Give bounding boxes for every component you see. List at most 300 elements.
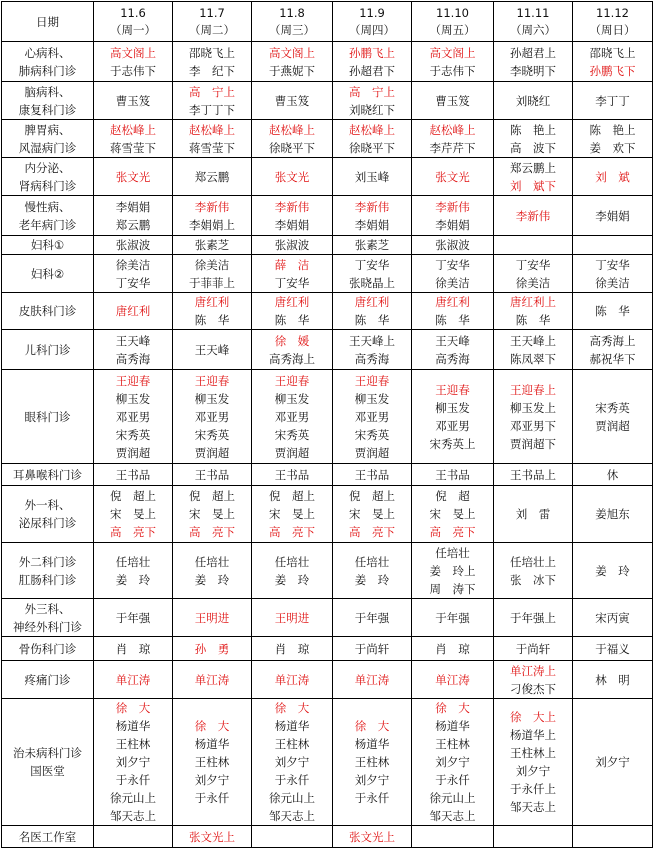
doctor-name: 王天峰上 — [349, 333, 395, 348]
doctor-cell — [412, 637, 494, 661]
doctor-name: 宋 旻上 — [429, 507, 476, 521]
doctor-cell — [173, 236, 252, 255]
doctor-cell — [333, 120, 412, 158]
doctor-cell — [173, 464, 252, 486]
doctor-name: 刘玉峰 — [354, 169, 390, 184]
doctor-cell — [94, 637, 173, 661]
doctor-cell — [173, 486, 252, 543]
doctor-name: 倪 超上 — [349, 489, 395, 503]
doctor-cell — [94, 599, 173, 637]
doctor-name: 贾润超 — [194, 445, 230, 460]
doctor-name: 倪 超上 — [269, 489, 315, 503]
department-label: 治未病科门诊 — [13, 746, 82, 760]
doctor-name-highlighted: 薛 洁 — [274, 257, 310, 272]
doctor-cell — [252, 82, 333, 120]
department-label: 脑病科、 — [24, 84, 71, 99]
doctor-name-highlighted: 单江涛 — [115, 672, 151, 687]
doctor-name: 于尚轩 — [515, 641, 551, 656]
doctor-cell — [333, 236, 412, 255]
doctor-name: 李娟娟 — [354, 217, 390, 232]
doctor-name-highlighted: 高 亮下 — [189, 525, 235, 539]
doctor-name: 陈 艳上 — [589, 122, 636, 137]
department-label: 外一科、 — [24, 498, 71, 512]
doctor-name: 倪 超上 — [110, 489, 156, 503]
department-label: 皮肤科门诊 — [18, 304, 77, 318]
doctor-name-highlighted: 王迎春 — [274, 373, 310, 388]
doctor-name: 张晓晶上 — [349, 275, 395, 290]
doctor-name: 休 — [606, 467, 619, 482]
doctor-name-highlighted: 张文光 — [435, 169, 470, 184]
doctor-cell — [173, 196, 252, 236]
doctor-cell — [412, 599, 494, 637]
doctor-name-highlighted: 赵松峰上 — [269, 122, 315, 137]
doctor-cell — [94, 699, 173, 826]
doctor-cell — [494, 255, 573, 293]
doctor-cell — [412, 826, 494, 848]
doctor-name: 贾润超下 — [510, 436, 556, 451]
doctor-name: 姜 玲 — [274, 572, 310, 587]
doctor-cell — [333, 42, 412, 82]
doctor-cell — [494, 543, 573, 599]
department-label: 康复科门诊 — [18, 102, 77, 117]
doctor-cell — [573, 826, 653, 848]
doctor-name: 王柱林 — [115, 737, 151, 751]
doctor-cell — [494, 330, 573, 370]
department-cell — [2, 599, 94, 637]
doctor-name: 李娟娟 — [115, 199, 151, 214]
doctor-cell — [494, 370, 573, 464]
doctor-name-highlighted: 单江涛 — [194, 672, 230, 687]
date-header-label: 日期 — [36, 14, 59, 29]
doctor-name: 王天峰 — [115, 333, 151, 348]
department-label: 妇科① — [30, 238, 65, 252]
doctor-name-highlighted: 李新伟 — [515, 208, 551, 223]
department-label: 名医工作室 — [18, 829, 77, 844]
doctor-cell — [173, 330, 252, 370]
doctor-cell — [333, 196, 412, 236]
doctor-name: 任培壮上 — [510, 554, 556, 569]
doctor-name-highlighted: 高 亮下 — [429, 525, 476, 539]
doctor-name: 邓亚男 — [354, 409, 390, 424]
doctor-name: 于燕妮下 — [269, 63, 315, 78]
day-weekday: （周二） — [189, 22, 235, 37]
doctor-name: 陈凤翠下 — [510, 351, 556, 366]
doctor-name: 邵晓飞上 — [189, 45, 235, 60]
doctor-cell — [173, 255, 252, 293]
doctor-name: 宋秀英 — [595, 400, 630, 415]
doctor-name: 邹天志上 — [510, 800, 556, 814]
doctor-cell — [94, 236, 173, 255]
day-weekday: （周三） — [269, 22, 315, 37]
doctor-cell — [173, 82, 252, 120]
doctor-name-highlighted: 徐 大上 — [510, 710, 556, 724]
department-cell — [2, 486, 94, 543]
department-cell — [2, 370, 94, 464]
doctor-name: 邓亚男下 — [510, 418, 556, 433]
doctor-name: 高秀海 — [354, 351, 390, 366]
doctor-name: 贾润超 — [115, 445, 151, 460]
doctor-cell — [412, 330, 494, 370]
department-label: 风湿病门诊 — [18, 140, 77, 155]
doctor-name: 于年强 — [354, 610, 390, 625]
day-weekday: （周五） — [429, 22, 476, 37]
doctor-cell — [494, 637, 573, 661]
day-weekday: （周日） — [589, 22, 636, 37]
doctor-cell — [494, 42, 573, 82]
doctor-name: 邓亚男 — [194, 409, 230, 424]
doctor-name-highlighted: 张文光上 — [189, 829, 235, 844]
doctor-name: 王书品 — [435, 467, 470, 482]
schedule-row — [2, 543, 653, 599]
doctor-name: 王柱林 — [194, 755, 230, 769]
doctor-cell — [412, 196, 494, 236]
doctor-name: 李丁丁 — [595, 93, 630, 108]
doctor-cell — [573, 599, 653, 637]
doctor-name: 宋秀英 — [115, 427, 151, 442]
doctor-name: 王书品 — [115, 467, 151, 482]
department-cell — [2, 255, 94, 293]
schedule-row — [2, 464, 653, 486]
doctor-cell — [494, 236, 573, 255]
doctor-name: 陈 华 — [515, 313, 551, 327]
doctor-name-highlighted: 孙鹏飞上 — [349, 45, 395, 60]
doctor-name: 丁安华 — [115, 275, 151, 290]
department-label: 脾胃病、 — [24, 122, 71, 137]
doctor-name: 贾润超 — [354, 445, 390, 460]
schedule-row — [2, 255, 653, 293]
doctor-name-highlighted: 李新伟 — [354, 199, 390, 214]
doctor-name: 任培壮 — [194, 554, 230, 569]
doctor-cell — [333, 255, 412, 293]
day-header-cell — [494, 2, 573, 42]
doctor-cell — [412, 699, 494, 826]
doctor-name-highlighted: 唐红利 — [115, 304, 151, 318]
doctor-cell — [494, 158, 573, 196]
doctor-name: 邵晓飞上 — [589, 45, 636, 60]
doctor-name: 李娟娟上 — [189, 217, 235, 232]
doctor-cell — [252, 543, 333, 599]
doctor-name: 杨道华 — [435, 719, 470, 733]
doctor-name: 刘夕宁 — [274, 755, 310, 769]
doctor-cell — [412, 661, 494, 699]
doctor-name: 张淑波 — [435, 238, 470, 252]
doctor-name: 陈 华 — [435, 313, 470, 327]
department-label: 外二科门诊 — [18, 554, 77, 569]
doctor-name: 林 明 — [595, 672, 630, 687]
doctor-name: 陈 华 — [274, 313, 310, 327]
doctor-name-highlighted: 刘 斌下 — [510, 178, 556, 193]
doctor-cell — [173, 293, 252, 330]
doctor-name: 任培壮 — [115, 554, 151, 569]
doctor-name: 于永仟 — [435, 773, 470, 787]
schedule-row — [2, 826, 653, 848]
doctor-cell — [94, 293, 173, 330]
doctor-name: 丁安华 — [515, 257, 551, 272]
doctor-cell — [412, 486, 494, 543]
day-date: 11.7 — [199, 5, 225, 20]
department-cell — [2, 236, 94, 255]
doctor-cell — [412, 464, 494, 486]
doctor-name: 于菲菲上 — [189, 275, 235, 290]
doctor-cell — [333, 330, 412, 370]
doctor-cell — [252, 158, 333, 196]
doctor-name: 邹天志上 — [110, 809, 156, 823]
doctor-cell — [252, 486, 333, 543]
doctor-name: 徐美洁 — [194, 257, 230, 272]
doctor-cell — [333, 158, 412, 196]
doctor-name: 李晓明下 — [510, 63, 556, 78]
department-label: 外三科、 — [24, 601, 71, 616]
schedule-row — [2, 370, 653, 464]
doctor-name: 宋秀英 — [194, 427, 230, 442]
schedule-row — [2, 82, 653, 120]
department-label: 泌尿科门诊 — [18, 516, 77, 530]
day-weekday: （周一） — [110, 22, 156, 37]
clinic-schedule-table — [1, 1, 653, 848]
header-row — [2, 2, 653, 42]
doctor-name-highlighted: 高文阁上 — [269, 45, 315, 60]
doctor-cell — [333, 637, 412, 661]
doctor-name: 宋 旻上 — [189, 507, 235, 521]
doctor-name: 孙超君上 — [510, 45, 556, 60]
doctor-name: 徐美洁 — [435, 275, 470, 290]
doctor-name: 倪 超上 — [189, 489, 235, 503]
day-date: 11.6 — [120, 5, 146, 20]
doctor-name: 丁安华 — [354, 257, 390, 272]
doctor-cell — [94, 196, 173, 236]
doctor-cell — [173, 661, 252, 699]
doctor-cell — [573, 196, 653, 236]
doctor-name: 姜 玲 — [194, 572, 230, 587]
doctor-name: 徐元山上 — [429, 791, 476, 805]
doctor-cell — [252, 826, 333, 848]
department-label: 肾病科门诊 — [18, 178, 77, 193]
department-label: 国医堂 — [30, 764, 65, 778]
doctor-name-highlighted: 徐 媛 — [274, 333, 310, 348]
doctor-name: 刘夕宁 — [515, 764, 551, 778]
doctor-cell — [573, 661, 653, 699]
department-label: 妇科② — [30, 266, 65, 281]
doctor-name: 王书品 — [354, 467, 390, 482]
department-cell — [2, 82, 94, 120]
doctor-cell — [412, 293, 494, 330]
doctor-cell — [252, 464, 333, 486]
doctor-name: 于福义 — [595, 641, 630, 656]
doctor-cell — [333, 486, 412, 543]
doctor-name-highlighted: 唐红利 — [194, 295, 230, 309]
doctor-name: 高秀海 — [115, 351, 151, 366]
doctor-name: 杨道华 — [115, 719, 151, 733]
doctor-cell — [412, 158, 494, 196]
doctor-cell — [494, 293, 573, 330]
doctor-name-highlighted: 单江涛上 — [510, 663, 556, 678]
doctor-name: 王书品上 — [510, 467, 556, 482]
doctor-name-highlighted: 李新伟 — [194, 199, 230, 214]
doctor-name-highlighted: 王迎春 — [115, 373, 151, 388]
doctor-cell — [333, 599, 412, 637]
doctor-cell — [333, 543, 412, 599]
doctor-name: 姜 欢下 — [589, 140, 636, 155]
doctor-name: 肖 琼 — [274, 641, 310, 656]
department-label: 老年病门诊 — [18, 217, 77, 232]
day-date: 11.8 — [279, 5, 305, 20]
doctor-cell — [173, 699, 252, 826]
doctor-name-highlighted: 单江涛 — [274, 672, 310, 687]
schedule-row — [2, 120, 653, 158]
doctor-cell — [412, 370, 494, 464]
doctor-cell — [94, 255, 173, 293]
doctor-name: 张素芝 — [194, 238, 230, 252]
doctor-cell — [573, 486, 653, 543]
doctor-name: 王柱林 — [354, 755, 390, 769]
doctor-cell — [94, 370, 173, 464]
schedule-row — [2, 293, 653, 330]
doctor-name: 徐元山上 — [110, 791, 156, 805]
doctor-cell — [573, 543, 653, 599]
doctor-name: 刘夕宁 — [115, 755, 151, 769]
doctor-name: 于永仟上 — [510, 782, 556, 796]
doctor-name: 邓亚男 — [274, 409, 310, 424]
doctor-name: 王书品 — [274, 467, 310, 482]
doctor-name-highlighted: 唐红利上 — [510, 295, 556, 309]
department-label: 内分泌、 — [24, 160, 71, 175]
doctor-name-highlighted: 单江涛 — [435, 672, 470, 687]
department-label: 心病科、 — [24, 45, 71, 60]
doctor-name: 高秀海上 — [589, 333, 636, 348]
schedule-row — [2, 330, 653, 370]
doctor-cell — [94, 82, 173, 120]
doctor-cell — [333, 699, 412, 826]
doctor-name: 高 波下 — [510, 140, 556, 155]
doctor-name: 于永仟 — [115, 773, 151, 787]
doctor-cell — [412, 236, 494, 255]
doctor-cell — [252, 196, 333, 236]
doctor-name-highlighted: 唐红利 — [354, 295, 390, 309]
department-label: 肛肠科门诊 — [18, 572, 77, 587]
doctor-name: 邓亚男 — [115, 409, 151, 424]
doctor-name: 杨道华 — [354, 737, 390, 751]
doctor-name: 刁俊杰下 — [510, 681, 556, 696]
doctor-cell — [573, 120, 653, 158]
doctor-name: 邹天志上 — [429, 809, 476, 823]
doctor-name: 丁安华 — [435, 257, 470, 272]
doctor-name-highlighted: 赵松峰上 — [110, 122, 156, 137]
doctor-cell — [333, 82, 412, 120]
doctor-name-highlighted: 王明进 — [194, 610, 230, 625]
doctor-name: 姜 玲 — [354, 572, 390, 587]
department-label: 儿科门诊 — [24, 342, 71, 357]
doctor-cell — [494, 661, 573, 699]
doctor-name: 任培壮 — [354, 554, 390, 569]
doctor-name: 于年强 — [435, 610, 470, 625]
doctor-name: 郑云鹏 — [194, 169, 230, 184]
doctor-cell — [494, 486, 573, 543]
doctor-name: 徐元山上 — [269, 791, 315, 805]
day-header-cell — [573, 2, 653, 42]
schedule-body — [2, 2, 653, 848]
department-cell — [2, 637, 94, 661]
doctor-name: 姜 玲上 — [429, 563, 476, 578]
doctor-name: 徐美洁 — [115, 257, 151, 272]
doctor-cell — [494, 120, 573, 158]
doctor-name: 王天峰上 — [510, 333, 556, 348]
doctor-name-highlighted: 徐 大 — [354, 719, 390, 733]
doctor-name-highlighted: 徐 大 — [435, 701, 470, 715]
doctor-name-highlighted: 高 亮下 — [349, 525, 395, 539]
doctor-cell — [573, 330, 653, 370]
doctor-name: 孙超君下 — [349, 63, 395, 78]
schedule-row — [2, 699, 653, 826]
doctor-name-highlighted: 高 宁上 — [349, 84, 395, 99]
doctor-name: 姜 玲 — [115, 572, 151, 587]
day-date: 11.10 — [436, 5, 469, 20]
doctor-name-highlighted: 李新伟 — [274, 199, 310, 214]
doctor-name: 杨道华 — [194, 737, 230, 751]
doctor-name-highlighted: 高 宁上 — [189, 84, 235, 99]
doctor-name: 邓亚男 — [435, 418, 470, 433]
doctor-name: 蒋雪莹下 — [110, 140, 156, 155]
doctor-name: 宋秀英 — [354, 427, 390, 442]
doctor-cell — [573, 236, 653, 255]
doctor-cell — [94, 330, 173, 370]
doctor-name: 于永仟 — [274, 773, 310, 787]
day-header-cell — [94, 2, 173, 42]
doctor-cell — [252, 370, 333, 464]
schedule-row — [2, 486, 653, 543]
doctor-cell — [94, 120, 173, 158]
doctor-name-highlighted: 李新伟 — [435, 199, 470, 214]
schedule-row — [2, 599, 653, 637]
doctor-cell — [252, 120, 333, 158]
doctor-name: 郝祝华下 — [589, 351, 636, 366]
doctor-cell — [573, 82, 653, 120]
doctor-cell — [252, 637, 333, 661]
doctor-cell — [494, 82, 573, 120]
doctor-name: 于永仟 — [354, 791, 390, 805]
doctor-name: 张淑波 — [115, 238, 151, 252]
doctor-name-highlighted: 王明进 — [274, 610, 310, 625]
doctor-name: 高秀海 — [435, 351, 470, 366]
doctor-name: 柳玉发 — [194, 391, 230, 406]
doctor-name: 王柱林上 — [510, 746, 556, 760]
doctor-cell — [173, 120, 252, 158]
doctor-cell — [333, 293, 412, 330]
doctor-cell — [412, 543, 494, 599]
doctor-cell — [94, 464, 173, 486]
doctor-name: 宋 旻上 — [110, 507, 156, 521]
doctor-name: 郑云鹏 — [115, 217, 151, 232]
doctor-name: 李丁丁下 — [189, 102, 235, 117]
doctor-name: 曹玉笈 — [274, 93, 310, 108]
day-weekday: （周六） — [510, 22, 556, 37]
doctor-name: 宋秀英 — [274, 427, 310, 442]
schedule-row — [2, 42, 653, 82]
doctor-cell — [573, 637, 653, 661]
doctor-cell — [252, 699, 333, 826]
doctor-name: 于尚轩 — [354, 641, 390, 656]
doctor-name-highlighted: 高 亮下 — [110, 525, 156, 539]
doctor-cell — [94, 486, 173, 543]
doctor-cell — [94, 158, 173, 196]
doctor-name: 高秀海上 — [269, 351, 315, 366]
doctor-cell — [412, 42, 494, 82]
department-cell — [2, 464, 94, 486]
doctor-name: 周 涛下 — [429, 581, 476, 596]
day-date: 11.11 — [516, 5, 550, 20]
day-header-cell — [173, 2, 252, 42]
doctor-name-highlighted: 高文阁上 — [429, 45, 476, 60]
doctor-name: 柳玉发 — [435, 400, 470, 415]
